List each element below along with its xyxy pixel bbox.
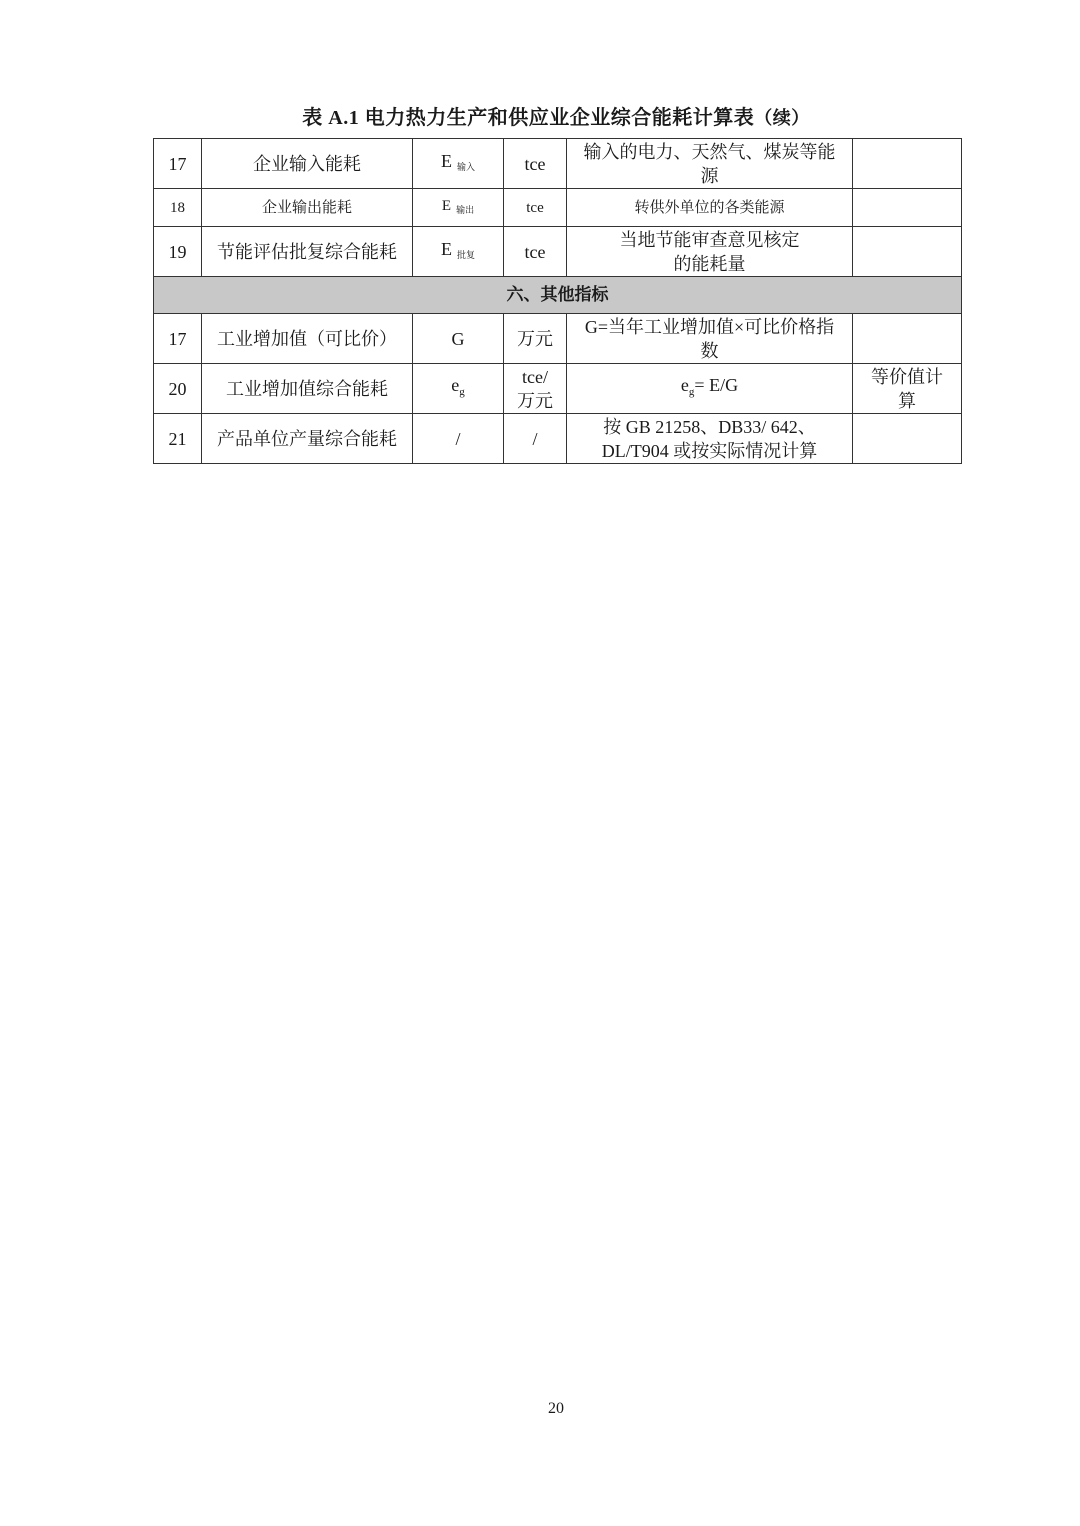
indicator-description: 转供外单位的各类能源 xyxy=(567,189,853,227)
table-title: 表 A.1 电力热力生产和供应业企业综合能耗计算表 xyxy=(302,107,755,129)
indicator-name: 产品单位产量综合能耗 xyxy=(202,414,413,464)
indicator-description: 当地节能审查意见核定 的能耗量 xyxy=(567,227,853,277)
indicator-unit: 万元 xyxy=(504,314,567,364)
section-header-row xyxy=(154,277,962,314)
row-number: 20 xyxy=(154,364,202,414)
indicator-unit: tce xyxy=(504,227,567,277)
indicator-symbol: E $_{输入}$ xyxy=(413,139,504,189)
indicator-name: 工业增加值（可比价） xyxy=(202,314,413,364)
indicator-unit: tce/ 万元 xyxy=(504,364,567,414)
indicator-name: 企业输出能耗 xyxy=(202,189,413,227)
table-row xyxy=(154,227,962,277)
indicator-name: 工业增加值综合能耗 xyxy=(202,364,413,414)
indicator-name: 节能评估批复综合能耗 xyxy=(202,227,413,277)
indicator-note xyxy=(853,227,962,277)
indicator-symbol: / xyxy=(413,414,504,464)
indicator-description: 输入的电力、天然气、煤炭等能 源 xyxy=(567,139,853,189)
indicator-symbol: $e_g$ xyxy=(413,364,504,414)
row-number: 18 xyxy=(154,189,202,227)
indicator-description: G=当年工业增加值×可比价格指 数 xyxy=(567,314,853,364)
table-row xyxy=(154,189,962,227)
row-number: 21 xyxy=(154,414,202,464)
indicator-symbol: E $_{批复}$ xyxy=(413,227,504,277)
indicator-note xyxy=(853,314,962,364)
table-title-continued: （续） xyxy=(754,108,810,128)
indicator-description: 按 GB 21258、DB33/ 642、 DL/T904 或按实际情况计算 xyxy=(567,414,853,464)
indicator-unit: tce xyxy=(504,189,567,227)
table-row xyxy=(154,314,962,364)
row-number: 17 xyxy=(154,139,202,189)
table-row xyxy=(154,414,962,464)
page-number: 20 xyxy=(548,1400,564,1417)
section-header: 六、其他指标 xyxy=(154,277,962,314)
indicator-note xyxy=(853,414,962,464)
row-number: 17 xyxy=(154,314,202,364)
row-number: 19 xyxy=(154,227,202,277)
page-title xyxy=(0,101,1080,130)
indicator-description: $e_g= E/G$ xyxy=(567,364,853,414)
indicator-unit: / xyxy=(504,414,567,464)
indicator-symbol: G xyxy=(413,314,504,364)
table-row xyxy=(154,139,962,189)
indicator-note: 等价值计 算 xyxy=(853,364,962,414)
indicator-symbol: E $_{输出}$ xyxy=(413,189,504,227)
table-row xyxy=(154,364,962,414)
indicator-name: 企业输入能耗 xyxy=(202,139,413,189)
indicator-unit: tce xyxy=(504,139,567,189)
indicator-note xyxy=(853,139,962,189)
energy-calculation-table xyxy=(153,138,962,464)
indicator-note xyxy=(853,189,962,227)
